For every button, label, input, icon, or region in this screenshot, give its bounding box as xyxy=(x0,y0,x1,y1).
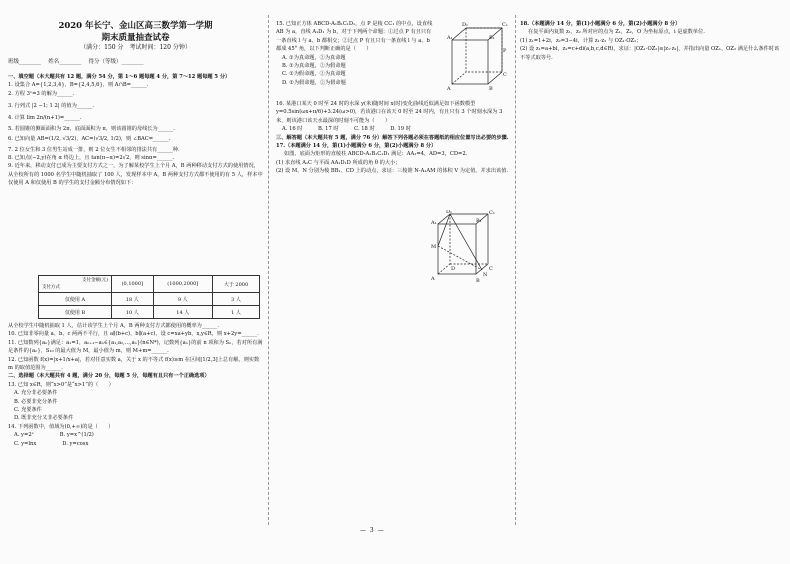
question-17-part1: (1) 求直线 A₁C 与平面 AA₁D₁D 所成的角 θ 的大小； xyxy=(276,159,401,166)
svg-text:D: D xyxy=(451,266,456,272)
table-header: (1000,2000] xyxy=(153,276,212,293)
question-17-part2: (2) 设 M、N 分别为棱 BB₁、CD 上的动点，求证：三棱锥 N-A₁AM 的体积 V 为定值，并求出该值. xyxy=(276,168,509,175)
question-1: 1. 设集合 A={1,2,3,4}，B={2,4,5,6}，则 A∩B=______. xyxy=(8,82,149,89)
question-16: 16. 某港口某天 0 时至 24 时的水深 y(米)随时间 x(时)变化曲线近似满足如下函数模型 y=0.5sin(ωx+π/6)+3.24(ω>0)，若该港口在该天 0 时至 24 时内，有且只有 3 个时刻水深为 3 米，则该港口该天水最深的时刻不可能为（ ） xyxy=(276,101,503,124)
question-11: 11. 已知数列{aₙ}满足：a₁=1，aₙ₊₁−aₙ∈{a₁,a₂,…,aₙ}(n∈N*)，记数列{aₙ}的前 n 项和为 Sₙ，若对所有满足条件的{aₙ}，S₁₀ 的最大值为 M，最小值为 m，则 M+m=______. xyxy=(8,339,263,355)
section-3-heading: 三、解答题（本大题共有 5 题，满分 76 分）解答下列各题必须在答题纸的相应位置写出必要的步骤. xyxy=(276,134,509,141)
option-15a: A. ①为真命题，②为真命题 xyxy=(282,54,346,61)
svg-text:B₁: B₁ xyxy=(489,35,495,41)
svg-text:C: C xyxy=(489,266,493,272)
option-13b: B. 必要非充分条件 xyxy=(14,398,58,405)
question-14: 14. 下列函数中，值域为(0,+∞)的是（ ） xyxy=(8,423,114,430)
svg-text:B₁: B₁ xyxy=(476,218,482,224)
table-cell: 10 人 xyxy=(112,306,154,319)
question-8: 8. 已知点(−2,y)在角 α 终边上，且 tan(π−α)=2√2，则 sinα=______. xyxy=(8,155,175,162)
svg-text:B: B xyxy=(489,86,493,92)
name-label: 姓名 xyxy=(48,59,60,66)
question-9-tail: 从全校学生中随机抽取 1 人，估计该学生上个月 A，B 两种支付方式都使用的概率为______. xyxy=(8,323,220,329)
table-corner xyxy=(39,276,112,293)
student-info-row: 班级________ 姓名________ 得分（等级）________ xyxy=(8,59,144,66)
option-13c: C. 充要条件 xyxy=(14,407,42,414)
row-label: 仅使用 B xyxy=(39,306,112,319)
payment-table xyxy=(38,275,260,319)
exam-meta: （满分：150 分 考试时间：120 分钟） xyxy=(80,44,191,51)
table-row xyxy=(39,306,260,319)
svg-text:C: C xyxy=(503,72,507,78)
exam-title: 2020 年长宁、金山区高三数学第一学期 xyxy=(58,21,213,31)
table-row xyxy=(39,293,260,306)
section-1-heading: 一、填空题（本大题共有 12 题，满分 54 分，第 1～6 题每题 4 分，第 7～12 题每题 5 分） xyxy=(8,73,231,80)
section-2-heading: 二、选择题（本大题共有 4 题，满分 20 分，每题 5 分，每题有且只有一个正确选项） xyxy=(8,373,210,380)
row-label: 仅使用 A xyxy=(39,293,112,306)
option-13a: A. 充分非必要条件 xyxy=(14,390,58,397)
question-18-part1: (1) z₁=1+2i，z₂=3−4i，计算 z₁·z₂ 与 OZ₁·OZ₂； xyxy=(520,37,642,44)
question-2: 2. 方程 3ˣ=3 的解为______. xyxy=(8,90,75,97)
svg-text:B: B xyxy=(476,278,480,284)
question-13: 13. 已知 x∈R，则“x>0”是“x>1”的（ ） xyxy=(8,381,114,388)
question-18-heading: 18.（本题满分 14 分，第(1)小题满分 6 分，第(2)小题满分 8 分） xyxy=(520,21,681,27)
option-13d: D. 既非充分又非必要条件 xyxy=(14,415,74,422)
option-15c: C. ①为假命题，②为真命题 xyxy=(282,71,346,78)
middle-column xyxy=(276,20,436,87)
table-cell: 18 人 xyxy=(112,293,154,306)
table-cell: 14 人 xyxy=(153,306,212,319)
exam-subtitle: 期末质量抽查试卷 xyxy=(101,33,170,43)
table-header: (0,1000] xyxy=(112,276,154,293)
option-15b: B. ①为真命题，②为假命题 xyxy=(282,63,346,70)
table-cell: 3 人 xyxy=(212,293,259,306)
question-17-stem: 如图，底面为矩形的直棱柱 ABCD-A₁B₁C₁D₁ 满足：AA₁=4，AD=3，CD=2. xyxy=(284,151,468,158)
svg-text:C₁: C₁ xyxy=(489,210,495,216)
option-14ab: A. y=2ˣ B. y=x^(1/2) xyxy=(14,432,94,439)
cube-figure xyxy=(446,18,508,92)
svg-text:A: A xyxy=(431,276,435,282)
question-12: 12. 已知函数 f(x)=|x+1/x+a|，若对任意实数 a，关于 x 的不等式 f(x)≥m 在区间[1/2,3]上总有解，则实数 m 的取值范围为______. xyxy=(8,356,260,372)
middle-column-lower xyxy=(276,100,514,176)
column-divider xyxy=(515,15,516,525)
column-divider xyxy=(268,15,269,525)
svg-text:C₁: C₁ xyxy=(502,22,508,28)
prism-figure xyxy=(430,210,500,290)
question-3: 3. 行列式 |2 −1; 1 2| 的值为______. xyxy=(8,103,94,110)
option-15d: D. ①为假命题，②为假命题 xyxy=(282,79,346,86)
question-10: 10. 已知非零向量 a、b、c 两两不平行，且 a∥(b+c)，b∥(a+c)，设 c=xa+yb，x,y∈R，则 x+2y=______. xyxy=(8,331,259,338)
question-18-part2: (2) 设 z₁=a+bi，z₂=c+di(a,b,c,d∈R)，求证：|OZ₁·OZ₂|≤|z₁·z₂|，并指出向量 OZ₁、OZ₂ 满足什么条件时该不等式取等号. xyxy=(520,46,780,61)
question-5: 5. 若圆锥的侧面面积为 2π，底面面积为 π，则该圆锥的母线长为______. xyxy=(8,125,175,132)
table-cell: 1 人 xyxy=(212,306,259,319)
question-15: 15. 已知正方体 ABCD-A₁B₁C₁D₁，点 P 是棱 CC₁ 的中点，设直线 AB 为 a，直线 A₁D₁ 为 b，对于下列两个命题：①过点 P 有且只有一条直线 l 与 a、b 都相交；②过点 P 有且只有一条直线 l 与 a、b 都成 45° 角，以下判断正确的是（ ） xyxy=(276,21,433,53)
option-14cd: C. y=lnx D. y=cosx xyxy=(14,440,89,447)
question-4: 4. 计算 lim 2n/(n+1)=______. xyxy=(8,115,82,122)
svg-text:A₁: A₁ xyxy=(431,220,437,226)
class-label: 班级 xyxy=(8,59,20,66)
svg-text:M: M xyxy=(431,244,437,250)
question-18-stem: 在复平面内复数 z₁，z₂ 所对应的点为 Z₁，Z₂，O 为坐标原点，i 是虚数单位. xyxy=(528,29,705,36)
table-header: 大于 2000 xyxy=(212,276,259,293)
question-9: 9. 近年来，移动支付已成为主要支付方式之一，为了解某校学生上个月 A，B 两种移动支付方式的使用情况，从全校所有的 1000 名学生中随机抽取了 100 人，发现样本中 A，B 两种支付方式都不使用的有 5 人，样本中仅使用 A 和仅使用 B 的学生的支付金额分布情况如下： xyxy=(8,163,263,187)
score-label: 得分（等级） xyxy=(88,59,122,66)
svg-text:N: N xyxy=(483,272,488,278)
question-17-heading: 17.（本题满分 14 分，第(1)小题满分 6 分，第(2)小题满分 8 分） xyxy=(276,143,437,150)
svg-text:D₁: D₁ xyxy=(446,210,453,215)
question-6: 6. 已知向量 AB=(1/2, √3/2)，AC=(√3/2, 1/2)，则 ∠BAC=______. xyxy=(8,136,171,143)
page-number: — 3 — xyxy=(360,527,385,534)
right-column xyxy=(520,20,782,62)
question-7: 7. 2 位女生和 3 位男生站成一排，则 2 位女生不相邻的排法共有______种. xyxy=(8,146,180,153)
svg-text:D₁: D₁ xyxy=(462,22,469,28)
corner-top: 支付金额(元) xyxy=(81,278,108,283)
corner-bottom: 支付方式 xyxy=(42,285,60,290)
svg-text:A: A xyxy=(447,86,451,92)
left-column xyxy=(8,20,263,188)
svg-text:P: P xyxy=(503,48,507,54)
option-16: A. 16 时 B. 17 时 C. 18 时 D. 19 时 xyxy=(282,126,411,133)
left-column-lower xyxy=(8,322,263,448)
table-cell: 9 人 xyxy=(153,293,212,306)
svg-text:A₁: A₁ xyxy=(447,35,453,41)
